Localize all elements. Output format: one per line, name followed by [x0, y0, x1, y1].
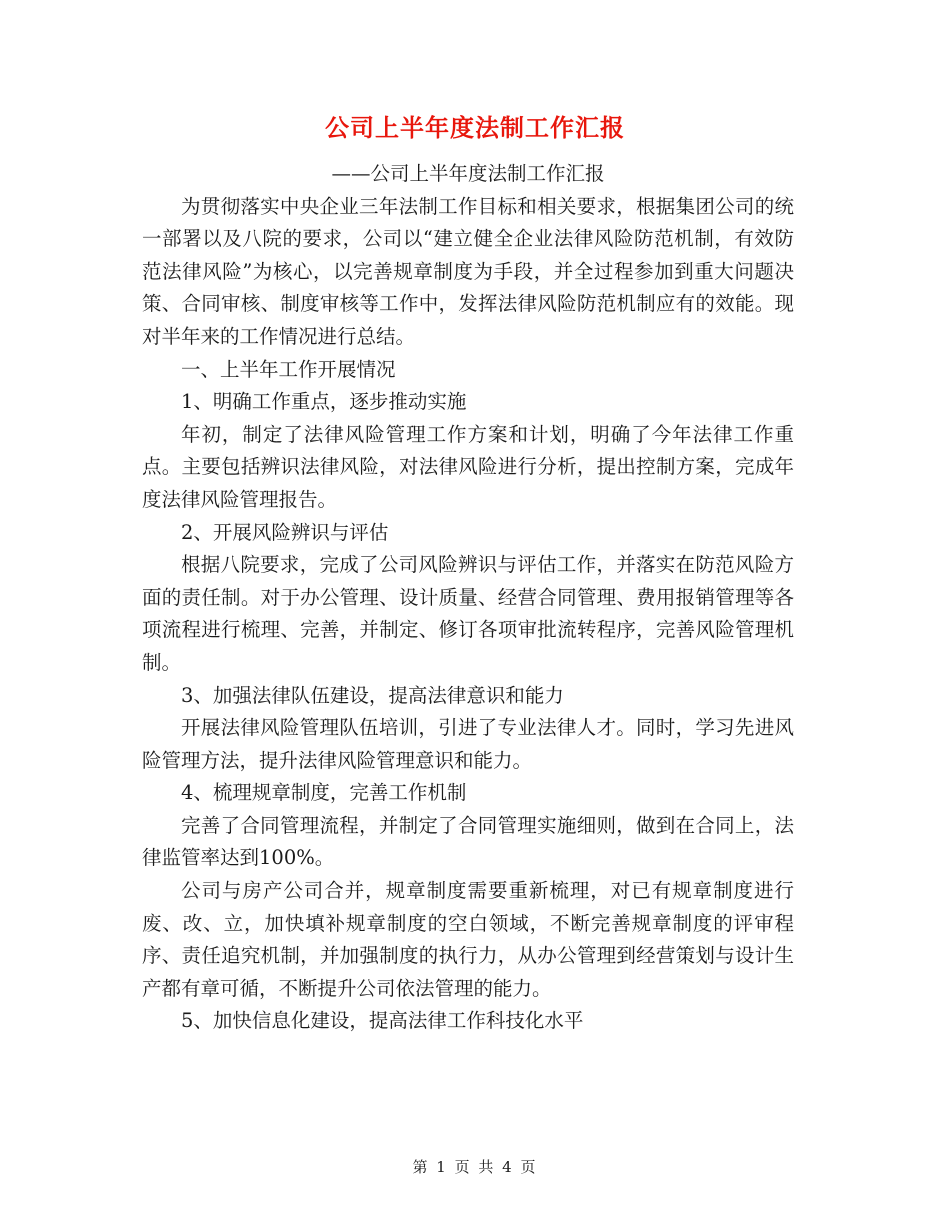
page-number-footer: 第 1 页 共 4 页 — [412, 1158, 538, 1176]
section-heading: 一、上半年工作开展情况 — [181, 357, 396, 381]
subsection-heading: 4、梳理规章制度，完善工作机制 — [181, 781, 467, 805]
subsection-heading: 1、明确工作重点，逐步推动实施 — [181, 390, 467, 414]
paragraph: 完善了合同管理流程，并制定了合同管理实施细则，做到在合同上，法律监管率达到100%。 — [142, 813, 794, 870]
document-subtitle: ——公司上半年度法制工作汇报 — [331, 162, 605, 185]
document-title: 公司上半年度法制工作汇报 — [325, 114, 625, 142]
subsection-heading: 2、开展风险辨识与评估 — [181, 520, 389, 544]
paragraph-intro: 为贯彻落实中央企业三年法制工作目标和相关要求，根据集团公司的统一部署以及八院的要求，公司以“建立健全企业法律风险防范机制，有效防范法律风险”为核心，以完善规章制度为手段，并全过程参加到重大问题决策、合同审核、制度审核等工作中，发挥法律风险防范机制应有的效能。现对半年来的工作情况进行总结。 — [142, 194, 794, 348]
paragraph: 根据八院要求，完成了公司风险辨识与评估工作，并落实在防范风险方面的责任制。对于办公管理、设计质量、经营合同管理、费用报销管理等各项流程进行梳理、完善，并制定、修订各项审批流转程序，完善风险管理机制。 — [142, 553, 794, 674]
subsection-heading: 3、加强法律队伍建设，提高法律意识和能力 — [181, 683, 564, 707]
paragraph: 开展法律风险管理队伍培训，引进了专业法律人才。同时，学习先进风险管理方法，提升法律风险管理意识和能力。 — [142, 716, 794, 772]
paragraph: 年初，制定了法律风险管理工作方案和计划，明确了今年法律工作重点。主要包括辨识法律风险，对法律风险进行分析，提出控制方案，完成年度法律风险管理报告。 — [142, 422, 794, 511]
paragraph: 公司与房产公司合并，规章制度需要重新梳理，对已有规章制度进行废、改、立，加快填补规章制度的空白领域，不断完善规章制度的评审程序、责任追究机制，并加强制度的执行力，从办公管理到经营策划与设计生产都有章可循，不断提升公司依法管理的能力。 — [142, 879, 794, 1000]
document-body — [142, 158, 794, 1038]
subsection-heading: 5、加快信息化建设，提高法律工作科技化水平 — [181, 1009, 584, 1033]
